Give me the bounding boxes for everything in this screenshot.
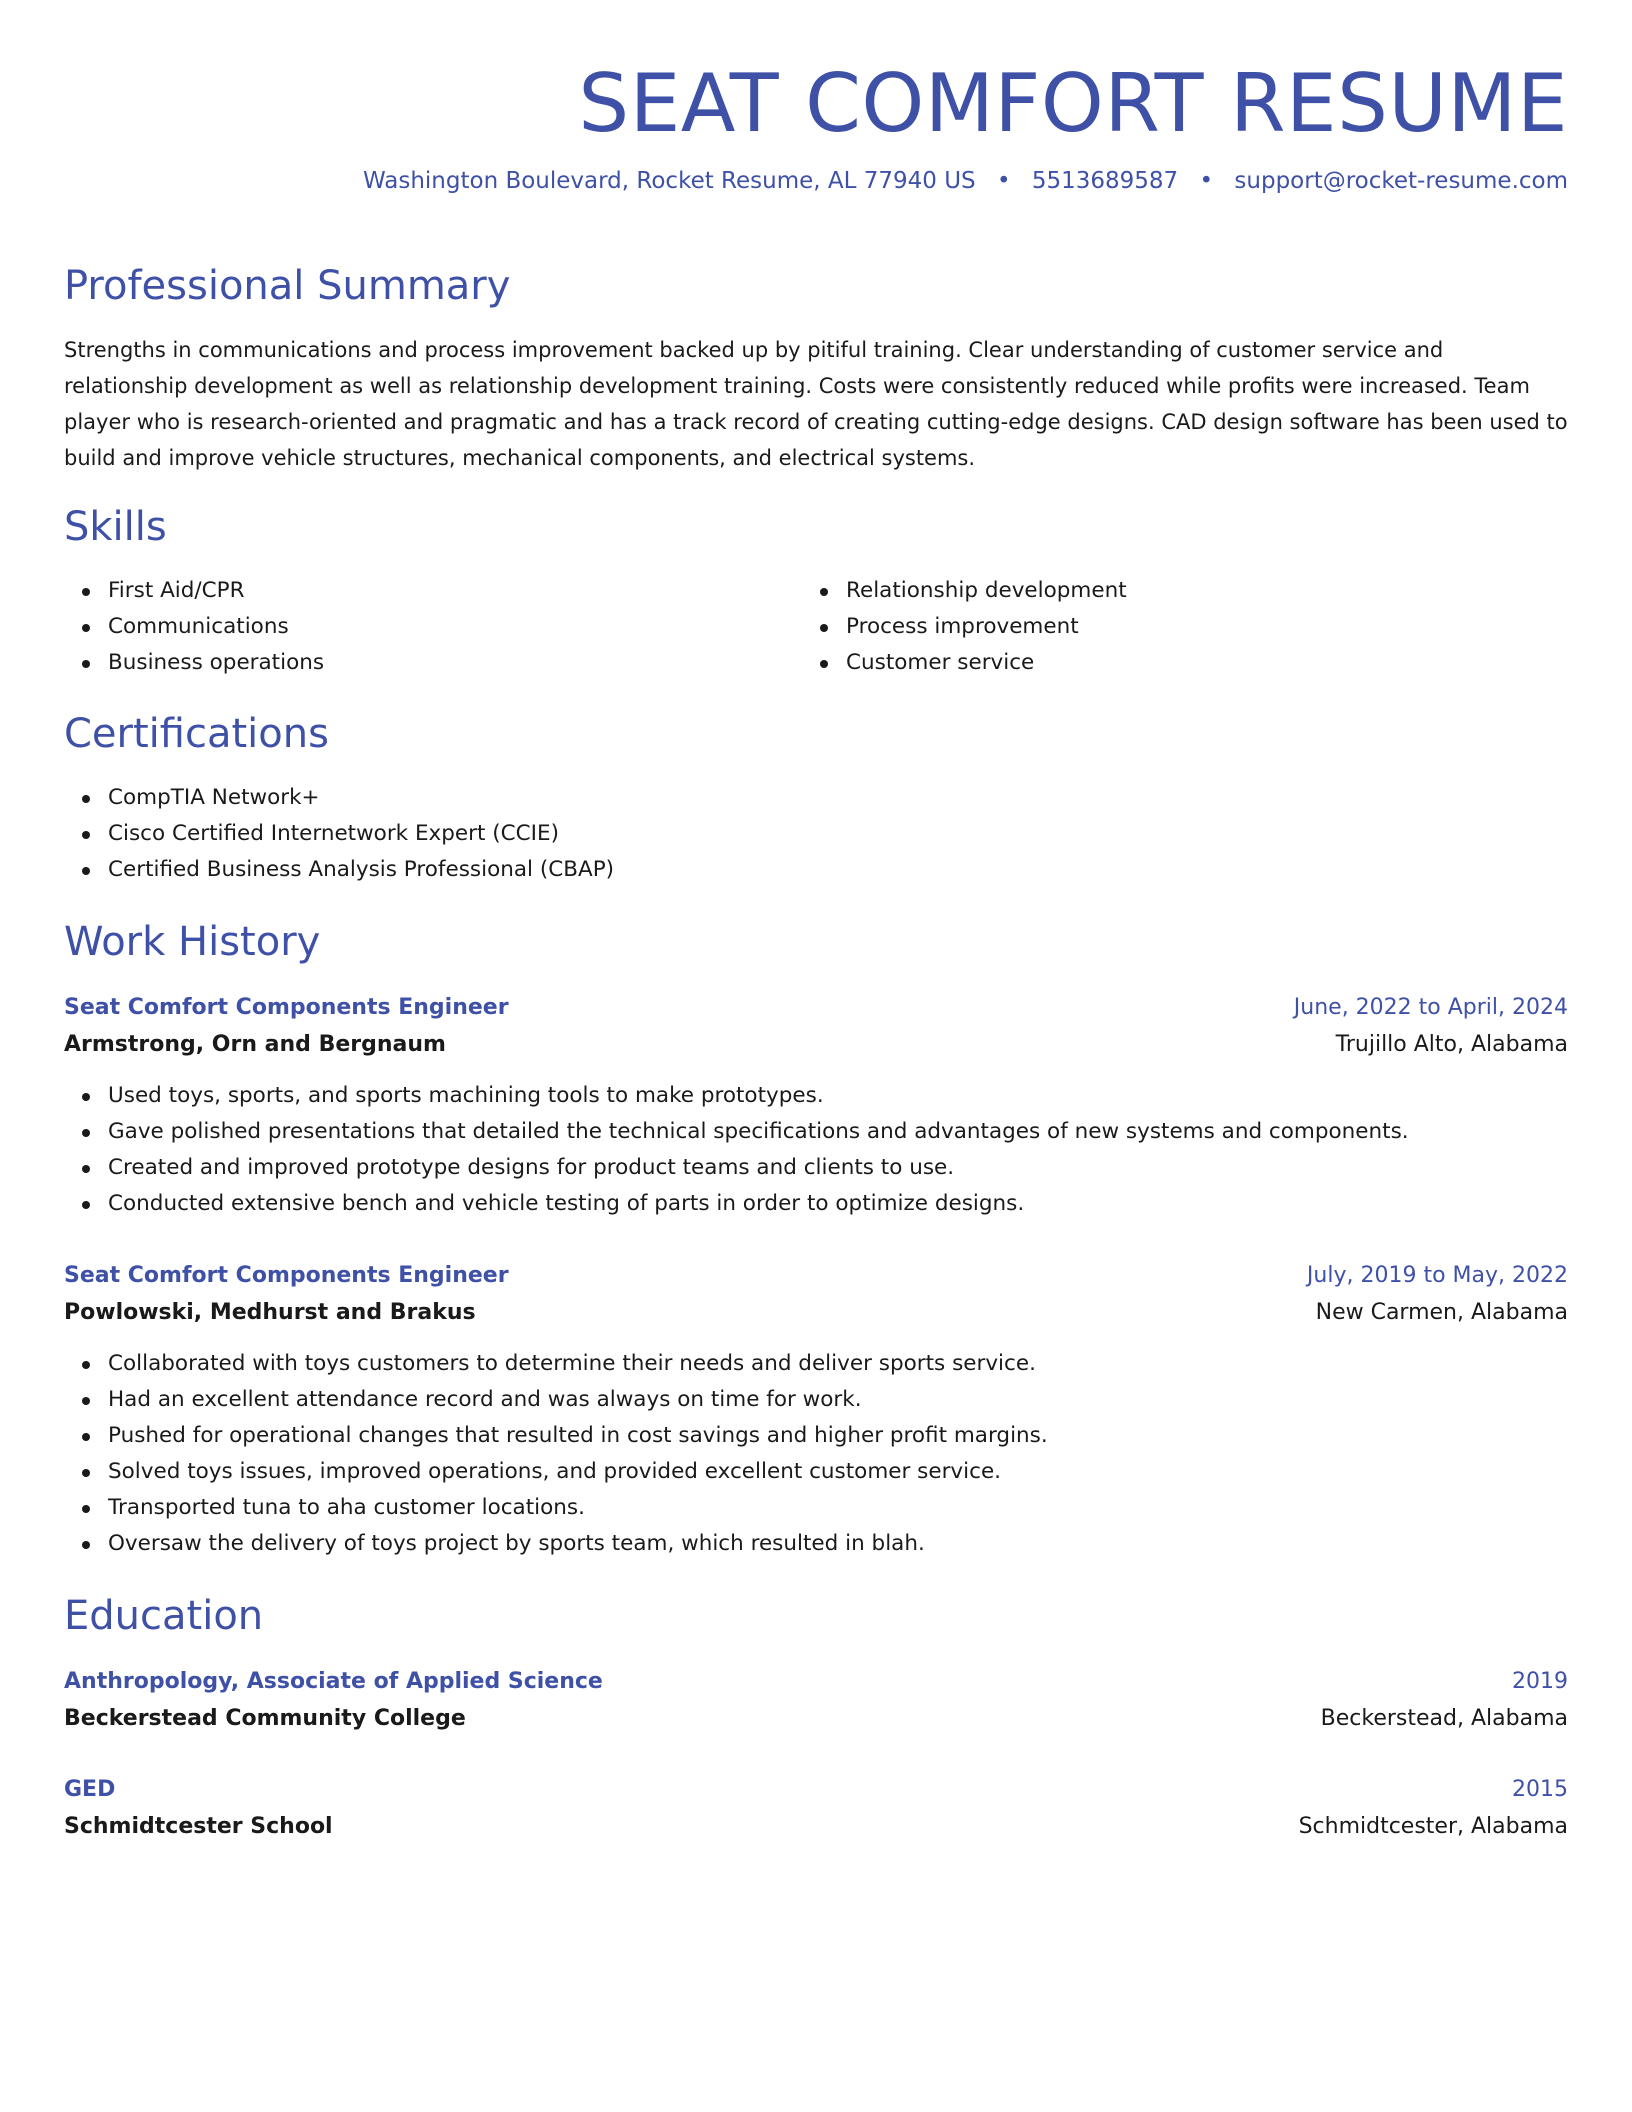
job-company-row [64,1294,1568,1332]
job-entry [64,1258,1568,1562]
job-title: Seat Comfort Components Engineer [64,995,509,1020]
contact-phone[interactable]: 5513689587 [1031,168,1179,194]
job-company: Armstrong, Orn and Bergnaum [64,1032,446,1057]
job-bullets [64,1346,1568,1562]
job-bullet: Oversaw the delivery of toys project by sports team, which resulted in blah. [64,1526,1568,1562]
education-degree: GED [64,1777,116,1802]
job-bullet: Solved toys issues, improved operations, and provided excellent customer service. [64,1454,1568,1490]
skill-item: Customer service [802,645,1402,681]
education-location: Beckerstead, Alabama [1320,1706,1568,1731]
skills-list-right [802,573,1402,681]
job-bullet: Conducted extensive bench and vehicle testing of parts in order to optimize designs. [64,1186,1568,1222]
skills-heading: Skills [64,504,167,550]
job-bullet: Gave polished presentations that detailed the technical specifications and advantages of new systems and components. [64,1114,1568,1150]
job-title: Seat Comfort Components Engineer [64,1263,509,1288]
education-entry [64,1772,1568,1846]
skills-list-left [64,573,664,681]
job-header-row [64,1258,1568,1294]
job-company: Powlowski, Medhurst and Brakus [64,1300,476,1325]
contact-separator: • [996,168,1011,194]
job-bullets [64,1078,1568,1222]
job-entry [64,990,1568,1222]
skill-item: First Aid/CPR [64,573,664,609]
job-bullet: Pushed for operational changes that resulted in cost savings and higher profit margins. [64,1418,1568,1454]
education-location: Schmidtcester, Alabama [1298,1814,1568,1839]
resume-name: SEAT COMFORT RESUME [578,57,1568,150]
skill-item: Process improvement [802,609,1402,645]
job-dates: July, 2019 to May, 2022 [1306,1263,1568,1288]
certification-item: Cisco Certified Internetwork Expert (CCIE) [64,816,1568,852]
job-bullet: Collaborated with toys customers to determine their needs and deliver sports service. [64,1346,1568,1382]
certifications-heading: Certifications [64,711,329,757]
certification-item: CompTIA Network+ [64,780,1568,816]
education-school-row [64,1700,1568,1738]
education-entry [64,1664,1568,1738]
education-header-row [64,1772,1568,1808]
education-year: 2015 [1512,1777,1568,1802]
contact-line [363,166,1568,196]
skill-item: Business operations [64,645,664,681]
job-company-row [64,1026,1568,1064]
skill-item: Communications [64,609,664,645]
contact-separator: • [1199,168,1214,194]
education-school-row [64,1808,1568,1846]
contact-address: Washington Boulevard, Rocket Resume, AL 77940 US [362,168,976,194]
education-degree: Anthropology, Associate of Applied Science [64,1669,603,1694]
summary-heading: Professional Summary [64,263,511,309]
education-school: Schmidtcester School [64,1814,333,1839]
summary-text: Strengths in communications and process improvement backed up by pitiful training. Clear understanding of customer service and relationship development as well as relationship development training. Costs were consistently reduced while profits were increased. Team player who is research-oriented and pragmatic and has a track record of creating cutting-edge designs. CAD design software has been used to build and improve vehicle structures, mechanical components, and electrical systems. [64,338,1568,470]
skill-item: Relationship development [802,573,1402,609]
certification-item: Certified Business Analysis Professional (CBAP) [64,852,1568,888]
education-year: 2019 [1512,1669,1568,1694]
education-heading: Education [64,1593,264,1639]
job-bullet: Transported tuna to aha customer locations. [64,1490,1568,1526]
contact-email[interactable]: support@rocket-resume.com [1234,168,1568,194]
job-bullet: Created and improved prototype designs for product teams and clients to use. [64,1150,1568,1186]
job-location: Trujillo Alto, Alabama [1335,1032,1568,1057]
work-history-heading: Work History [64,919,321,965]
education-header-row [64,1664,1568,1700]
job-bullet: Used toys, sports, and sports machining tools to make prototypes. [64,1078,1568,1114]
education-school: Beckerstead Community College [64,1706,466,1731]
job-dates: June, 2022 to April, 2024 [1293,995,1568,1020]
certifications-list [64,780,1568,888]
job-bullet: Had an excellent attendance record and was always on time for work. [64,1382,1568,1418]
job-header-row [64,990,1568,1026]
job-location: New Carmen, Alabama [1315,1300,1568,1325]
